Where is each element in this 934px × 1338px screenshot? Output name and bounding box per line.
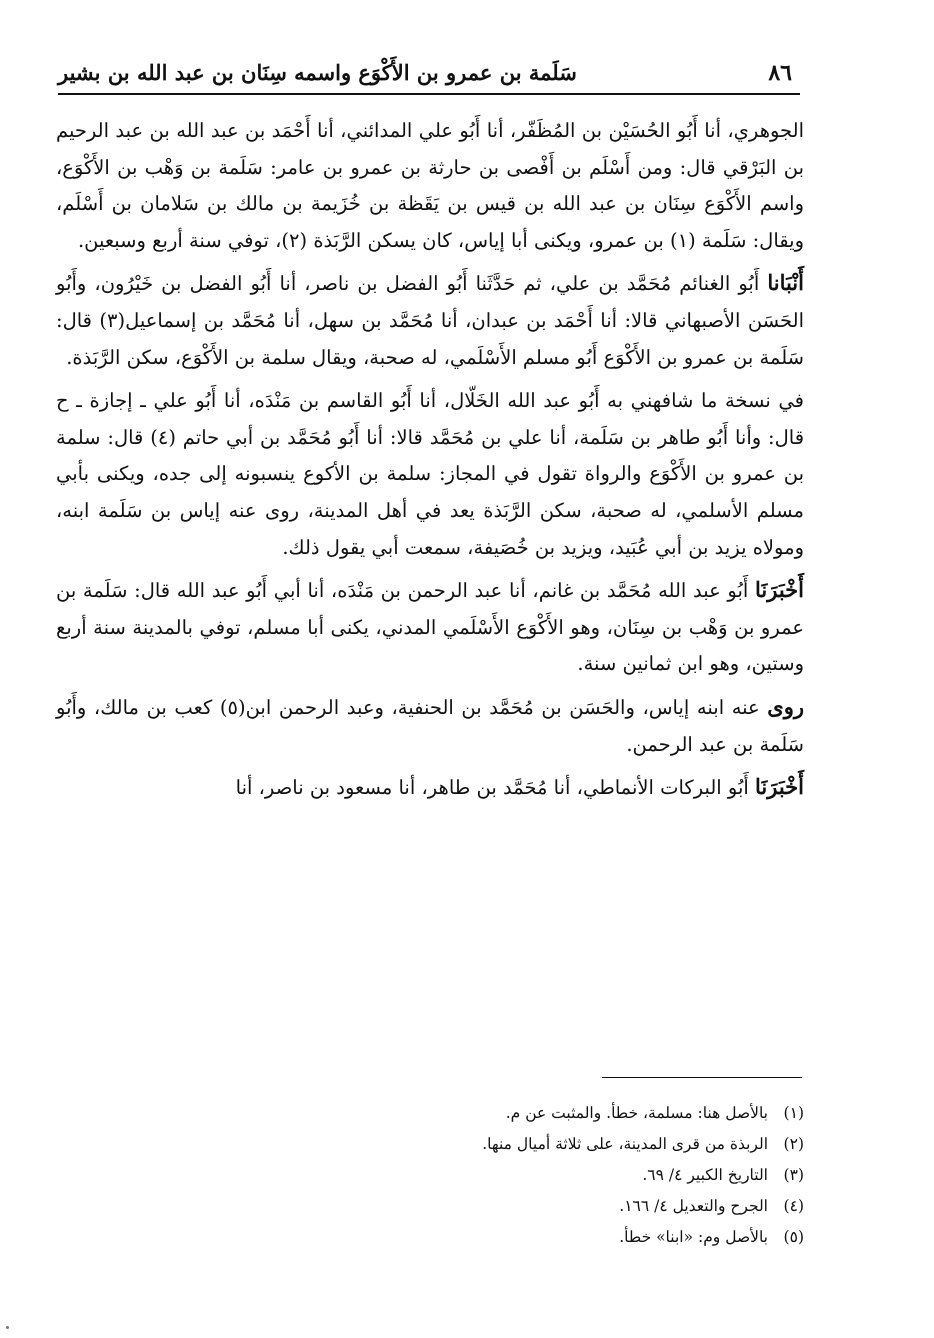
page-number: ٨٦ [768,60,792,86]
paragraph-text: الجوهري، أنا أَبُو الحُسَيْن بن المُظَفّر، أنا أَبُو علي المدائني، أنا أَحْمَد بن عبد الله بن عبد الرحيم بن البَرْقي قال: ومن أَسْلَم بن أَفْصى بن حارثة بن عمرو بن عامر: سَلَمة بن وَهْب بن الأَكْوَع، واسم الأَكْوَع سِنَان بن عبد الله بن قيس بن يَقَظة بن خُزَيمة بن مالك بن سَلامان بن أَسْلَم، ويقال: سَلَمة (١) بن عمرو، ويكنى أبا إياس، كان يسكن الرَّبَذة (٢)، توفي سنة أربع وسبعين. [56,119,804,252]
footnote [380,1129,804,1160]
footnote-number: (١) [783,1104,804,1122]
footnote-number: (٣) [783,1166,804,1184]
paragraph-lead: أَخْبَرَنَا [755,577,804,603]
paragraph [56,572,804,683]
footnote-number: (٤) [783,1197,804,1215]
header-rule [58,93,800,95]
paragraph-text: أَبُو الغنائم مُحَمَّد بن علي، ثم حَدَّثَنا أَبُو الفضل بن ناصر، أنا أَبُو الفضل بن خَيْرُون، وأَبُو الحَسَن الأصبهاني قالا: أنا أَحْمَد بن عبدان، أنا مُحَمَّد بن سهل، أنا مُحَمَّد بن إسماعيل(٣) قال: سَلَمة بن عمرو بن الأَكْوَع أَبُو مسلم الأَسْلَمي، له صحبة، ويقال سلمة بن الأَكْوَع، سكن الرَّبَذة. [56,272,805,369]
footnote-text: بالأصل وم: «ابنا» خطأ. [619,1228,768,1246]
footnote-rule [602,1077,802,1078]
footnote [380,1098,804,1129]
paragraph-text: في نسخة ما شافهني به أَبُو عبد الله الخَلّال، أنا أَبُو القاسم بن مَنْدَه، أنا أَبُو علي ـ إجازة ـ ح قال: وأنا أَبُو طاهر بن سَلَمة، أنا علي بن مُحَمَّد قالا: أنا أَبُو مُحَمَّد بن أبي حاتم (٤) قال: سلمة بن عمرو بن الأَكْوَع والرواة تقول في المجاز: سلمة بن الأكوع ينسبونه إلى جده، ويكنى بأبي مسلم الأسلمي، له صحبة، سكن الرَّبَذة يعد في أهل المدينة، روى عنه إياس بن سَلَمة ابنه، ومولاه يزيد بن أبي عُبَيد، ويزيد بن خُصَيفة، سمعت أبي يقول ذلك. [56,389,805,559]
paragraph-text: عنه ابنه إياس، والحَسَن بن مُحَمَّد بن الحنفية، وعبد الرحمن ابن(٥) كعب بن مالك، وأَبُو سَلَمة بن عبد الرحمن. [56,695,804,756]
footnotes [380,1098,804,1253]
footnote-number: (٢) [783,1135,804,1153]
footnote-text: الجرح والتعديل ٤/ ١٦٦. [619,1197,768,1215]
page-header [58,56,800,92]
paragraph-lead: روى [767,693,805,719]
paragraph-text: أَبُو عبد الله مُحَمَّد بن غانم، أنا عبد الرحمن بن مَنْدَه، أنا أبي أَبُو عبد الله قال: سَلَمة بن عمرو بن وَهْب بن سِنَان، وهو الأَكْوَع الأَسْلَمي المدني، يكنى أبا مسلم، توفي بالمدينة سنة أربع وستين، وهو ابن ثمانين سنة. [56,579,804,676]
paragraph [56,769,804,807]
paragraph-text: أَبُو البركات الأنماطي، أنا مُحَمَّد بن طاهر، أنا مسعود بن ناصر، أنا [235,776,756,800]
paragraph [56,382,804,566]
footnote-text: بالأصل هنا: مسلمة، خطأ. والمثبت عن م. [505,1104,768,1122]
footnote-text: التاريخ الكبير ٤/ ٦٩. [642,1166,768,1184]
footnote [380,1160,804,1191]
footnote [380,1222,804,1253]
running-title: سَلَمة بن عمرو بن الأَكْوَع واسمه سِنَان بن عبد الله بن بشير [58,60,577,85]
paragraph [56,265,804,376]
paragraph [56,112,804,259]
paragraph [56,689,804,763]
footnote-number: (٥) [783,1228,804,1246]
main-text [56,112,804,813]
paragraph-lead: أَخْبَرَنَا [755,774,804,800]
paragraph-lead: أَنْبَانا [767,270,804,296]
scan-speck [6,1326,9,1329]
footnote-text: الربذة من قرى المدينة، على ثلاثة أميال منها. [482,1135,768,1153]
footnote [380,1191,804,1222]
